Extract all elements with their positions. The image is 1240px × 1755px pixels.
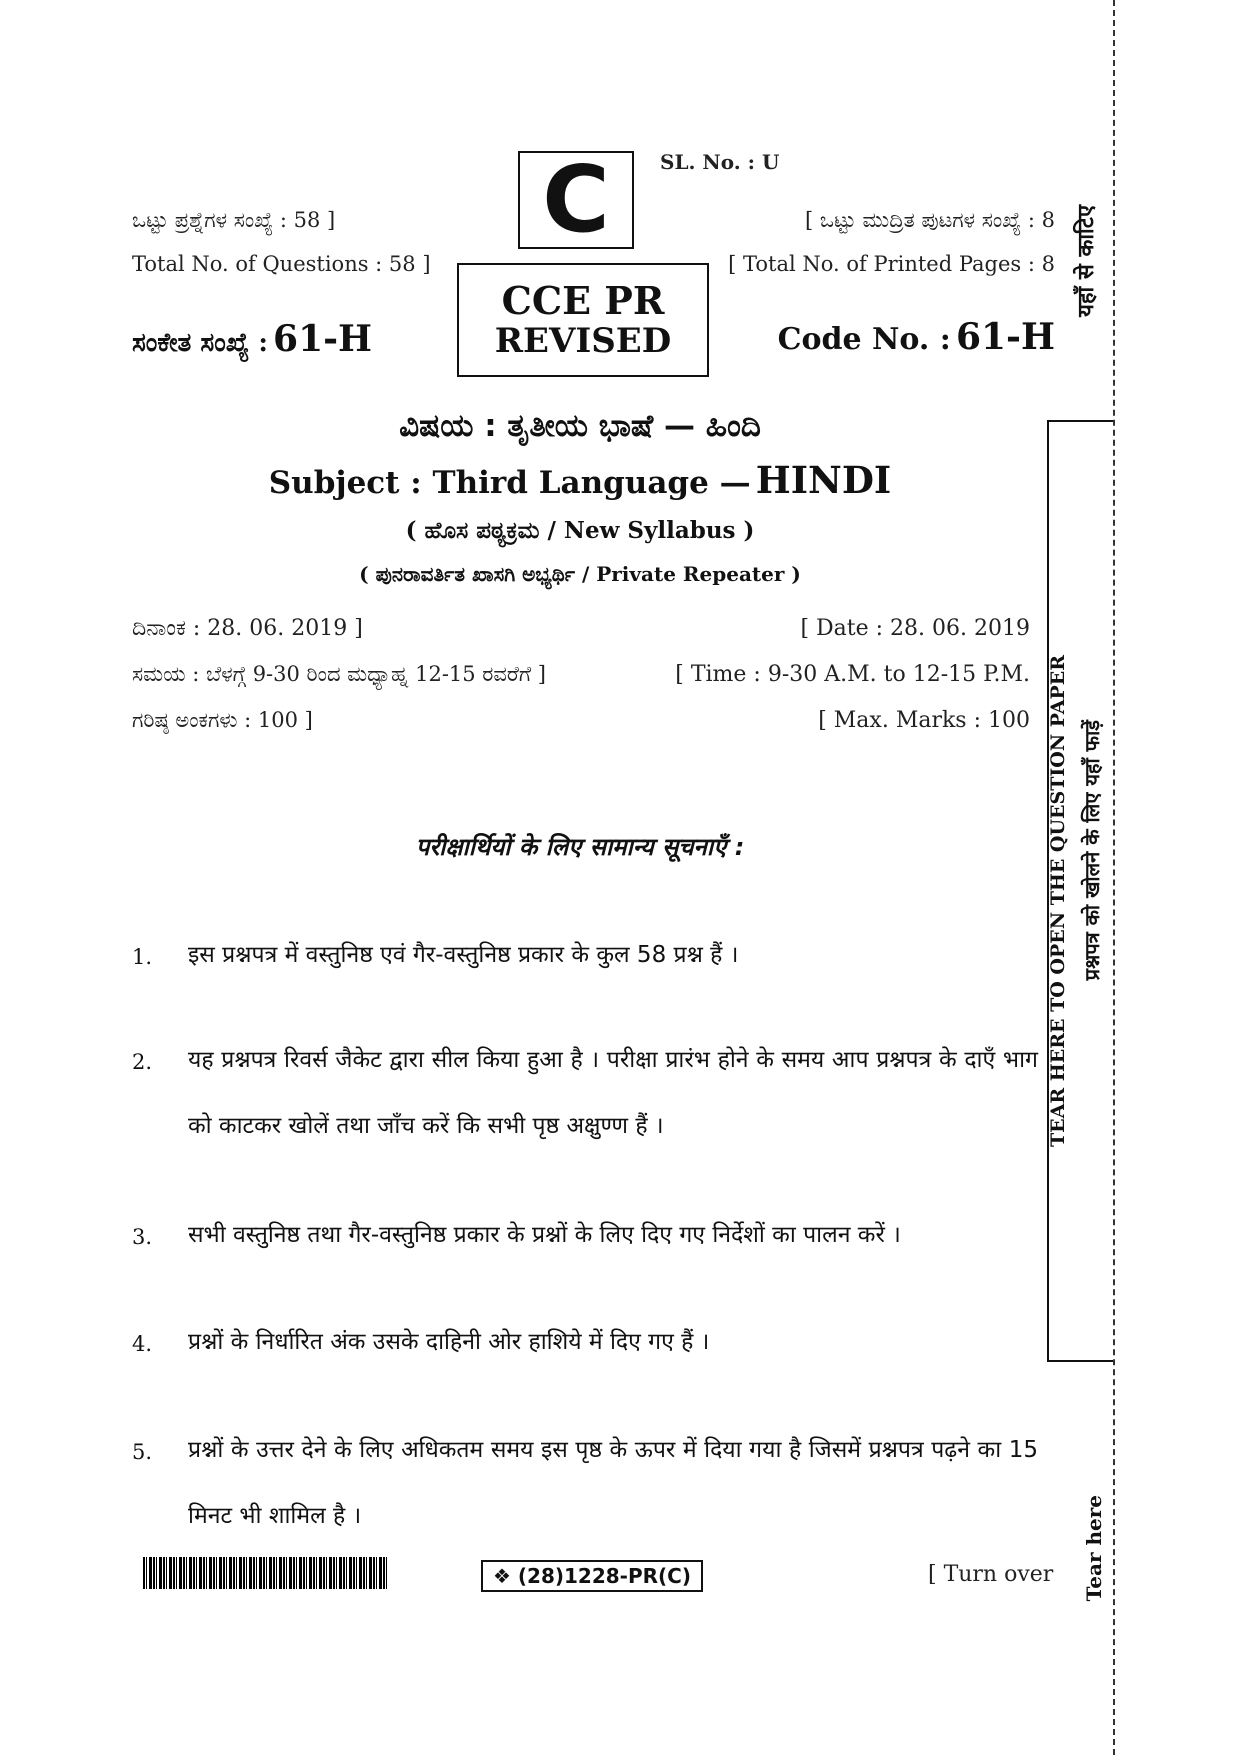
instruction-number: 3. bbox=[132, 1225, 153, 1249]
instruction-item: यह प्रश्नपत्र रिवर्स जैकेट द्वारा सील किया हुआ है । परीक्षा प्रारंभ होने के समय आप प्रश्नपत्र के दाएँ भाग को काटकर खोलें तथा जाँच करें कि सभी पृष्ठ अक्षुण्ण हैं । bbox=[188, 1047, 1038, 1139]
en-max-marks: [ Max. Marks : 100 bbox=[818, 708, 1030, 733]
en-total-questions: Total No. of Questions : 58 ] bbox=[132, 252, 431, 276]
kn-time: ಸಮಯ : ಬೆಳಗ್ಗೆ 9-30 ರಿಂದ ಮಧ್ಯಾಹ್ನ 12-15 ರವರೆಗೆ ] bbox=[132, 662, 546, 686]
barcode bbox=[143, 1557, 388, 1589]
revised-label: REVISED bbox=[494, 321, 672, 362]
subject-kannada: ವಿಷಯ : ತೃತೀಯ ಭಾಷೆ — ಹಿಂದಿ bbox=[399, 408, 761, 444]
instruction-number: 2. bbox=[132, 1050, 153, 1074]
cce-pr-label: CCE PR bbox=[501, 277, 665, 323]
paper-code: ❖ (28)1228-PR(C) bbox=[481, 1560, 703, 1592]
instruction-item: प्रश्नों के निर्धारित अंक उसके दाहिनी ओर हाशिये में दिए गए हैं । bbox=[188, 1329, 710, 1355]
tear-label-hindi: प्रश्नपत्र को खोलने के लिए यहाँ फाड़ें bbox=[1080, 720, 1104, 981]
cut-line[interactable] bbox=[1113, 0, 1115, 1755]
cce-pr-revised-box bbox=[457, 263, 709, 377]
en-time: [ Time : 9-30 A.M. to 12-15 P.M. bbox=[675, 662, 1030, 687]
cut-here-label: यहाँ से काटिए bbox=[1074, 205, 1099, 317]
en-code-label: Code No. : bbox=[777, 322, 951, 357]
instruction-number: 1. bbox=[132, 945, 153, 969]
turn-over: [ Turn over bbox=[928, 1562, 1054, 1587]
repeater-line: ( ಪುನರಾವರ್ತಿತ ಖಾಸಗಿ ಅಭ್ಯರ್ಥಿ / Private Repeater ) bbox=[359, 562, 801, 586]
instruction-number: 4. bbox=[132, 1332, 153, 1356]
kn-total-questions: ಒಟ್ಟು ಪ್ರಶ್ನೆಗಳ ಸಂಖ್ಯೆ : 58 ] bbox=[132, 208, 336, 232]
subject-english bbox=[0, 458, 1160, 502]
kn-printed-pages: [ ಒಟ್ಟು ಮುದ್ರಿತ ಪುಟಗಳ ಸಂಖ್ಯೆ : 8 bbox=[804, 208, 1055, 232]
instruction-item: इस प्रश्नपत्र में वस्तुनिष्ठ एवं गैर-वस्तुनिष्ठ प्रकार के कुल 58 प्रश्न हैं । bbox=[188, 942, 739, 968]
subject-prefix: Subject : Third Language — bbox=[268, 465, 751, 501]
kn-max-marks: ಗರಿಷ್ಠ ಅಂಕಗಳು : 100 ] bbox=[132, 708, 313, 732]
en-code-value: 61-H bbox=[955, 316, 1055, 358]
kn-date: ದಿನಾಂಕ : 28. 06. 2019 ] bbox=[132, 616, 363, 641]
kn-code-label: ಸಂಕೇತ ಸಂಖ್ಯೆ : bbox=[132, 328, 268, 358]
tear-label-english: TEAR HERE TO OPEN THE QUESTION PAPER bbox=[1047, 655, 1069, 1147]
series-letter: C bbox=[518, 151, 634, 249]
en-printed-pages: [ Total No. of Printed Pages : 8 bbox=[728, 252, 1055, 276]
subject-language: HINDI bbox=[755, 458, 892, 502]
kn-code-value: 61-H bbox=[273, 318, 373, 360]
kn-code-number bbox=[132, 318, 372, 360]
en-date: [ Date : 28. 06. 2019 bbox=[800, 616, 1030, 641]
tear-here-label: Tear here bbox=[1082, 1495, 1106, 1602]
instruction-number: 5. bbox=[132, 1440, 153, 1464]
instruction-item: प्रश्नों के उत्तर देने के लिए अधिकतम समय इस पृष्ठ के ऊपर में दिया गया है जिसमें प्रश्नपत्र पढ़ने का 15 मिनट भी शामिल है । bbox=[188, 1437, 1038, 1529]
instruction-item: सभी वस्तुनिष्ठ तथा गैर-वस्तुनिष्ठ प्रकार के प्रश्नों के लिए दिए गए निर्देशों का पालन करें । bbox=[188, 1222, 901, 1248]
instructions-heading: परीक्षार्थियों के लिए सामान्य सूचनाएँ : bbox=[415, 833, 745, 861]
serial-number: SL. No. : U bbox=[660, 150, 780, 174]
syllabus-line: ( ಹೊಸ ಪಠ್ಯಕ್ರಮ / New Syllabus ) bbox=[405, 517, 755, 544]
en-code-number bbox=[778, 316, 1055, 358]
